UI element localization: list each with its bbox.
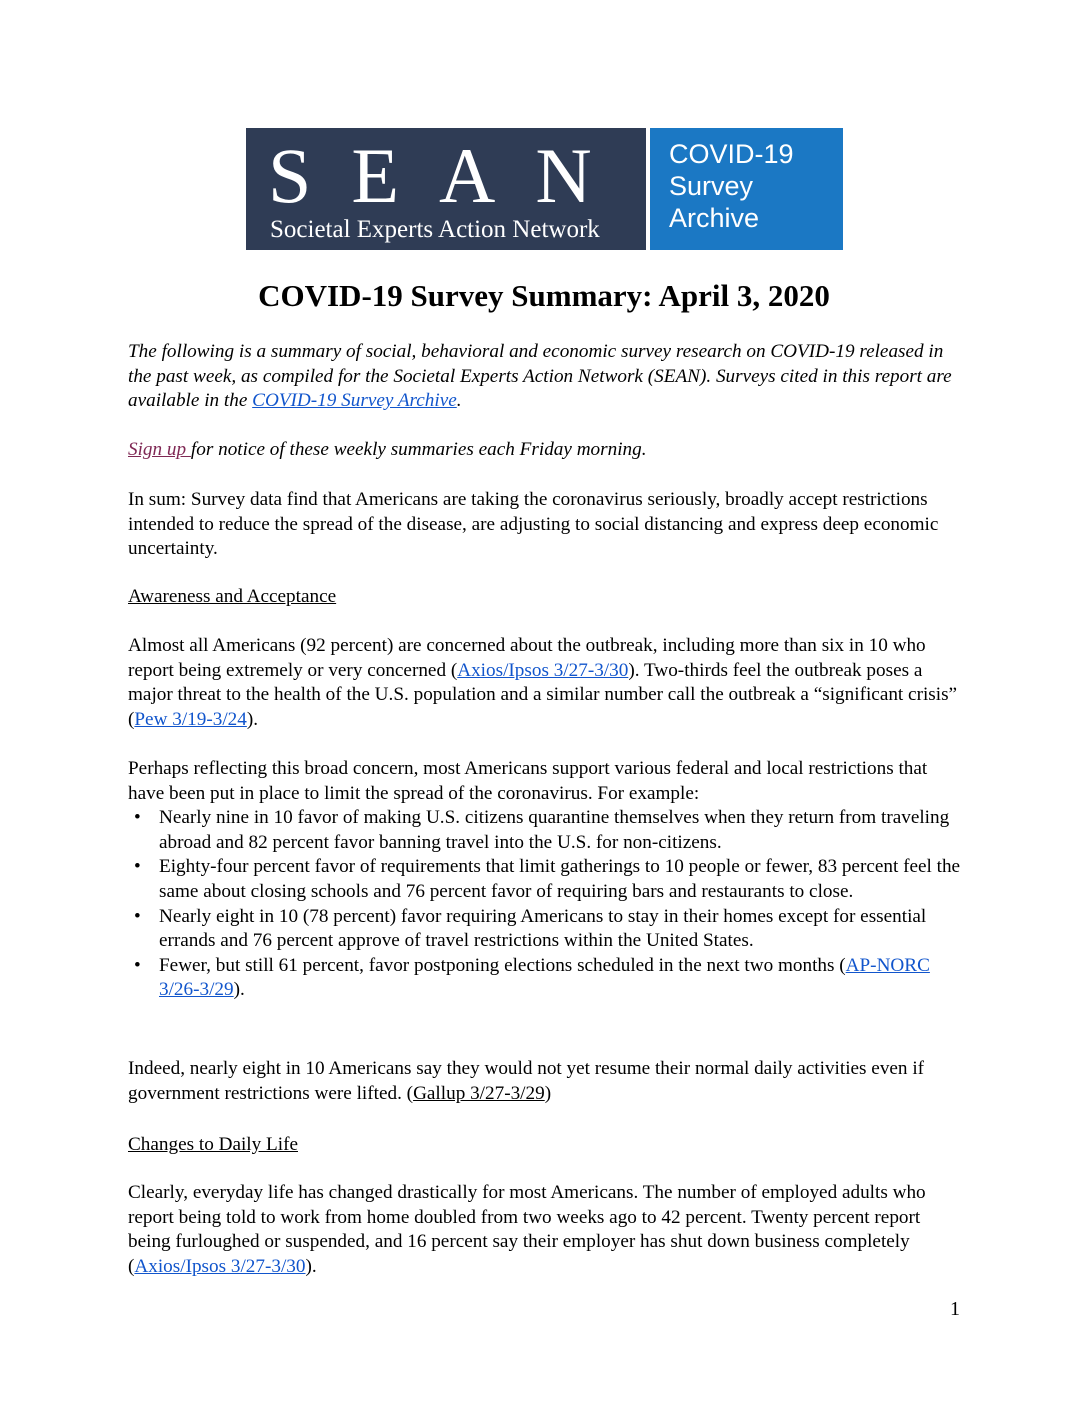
- awareness-text: Almost all Americans (92 percent) are concerned about the outbreak, including more than six in 10 who report being extremely or very concerned (: [128, 635, 926, 681]
- survey-archive-link[interactable]: COVID-19 Survey Archive: [252, 390, 457, 412]
- archive-line: Survey: [669, 171, 754, 201]
- daily-life-end: ).: [305, 1255, 317, 1277]
- list-item: • Eighty-four percent favor of requirements that limit gatherings to 10 people or fewer, 83 percent feel the same about closing schools and 76 percent favor of requiring bars and restaurants to close.: [128, 855, 962, 904]
- sign-up-link[interactable]: Sign up: [128, 439, 191, 460]
- resume-end: ): [544, 1082, 552, 1104]
- archive-line: COVID-19: [669, 139, 794, 169]
- daily-life-text: Clearly, everyday life has changed drastically for most Americans. The number of employed adults who report being told to work from home doubled from two weeks ago to 42 percent. Twenty percent report being furloughed or suspended, and 16 percent say their employer has shut down business completely (: [128, 1182, 926, 1277]
- restrictions-paragraph: Perhaps reflecting this broad concern, most Americans support various federal and local restrictions that have been put in place to limit the spread of the coronavirus. For example:: [128, 758, 928, 804]
- awareness-paragraph: [128, 634, 962, 732]
- summary-paragraph: In sum: Survey data find that Americans are taking the coronavirus seriously, broadly accept restrictions intended to reduce the spread of the disease, are adjusting to social distancing and express deep economic uncertainty.: [128, 489, 939, 560]
- axios-ipsos-link-2[interactable]: Axios/Ipsos 3/27-3/30: [134, 1255, 306, 1277]
- awareness-text: ). Two-thirds feel the outbreak poses a major threat to the health of the U.S. population and a similar number call the outbreak a “significant crisis” (: [128, 659, 958, 730]
- intro-period: .: [456, 390, 462, 412]
- list-item: • Nearly eight in 10 (78 percent) favor requiring Americans to stay in their homes except for essential errands and 76 percent approve of travel restrictions within the United States.: [128, 905, 962, 954]
- section-heading-awareness: Awareness and Acceptance: [128, 586, 337, 607]
- logo-letters: SEAN: [268, 132, 632, 219]
- page-number: 1: [950, 1298, 960, 1320]
- signup-paragraph: [128, 438, 962, 463]
- list-item-text: Fewer, but still 61 percent, favor postponing elections scheduled in the next two months (: [159, 954, 846, 976]
- logo-subtitle: Societal Experts Action Network: [270, 216, 600, 243]
- sean-banner: [246, 128, 843, 250]
- archive-badge: [650, 128, 843, 250]
- awareness-text: ).: [246, 708, 259, 730]
- pew-link[interactable]: Pew 3/19-3/24: [134, 708, 247, 730]
- intro-paragraph: [128, 340, 962, 414]
- list-item: • Nearly nine in 10 favor of making U.S. citizens quarantine themselves when they return from traveling abroad and 82 percent favor banning travel into the U.S. for non-citizens.: [128, 806, 962, 855]
- gallup-link[interactable]: Gallup 3/27-3/29: [413, 1082, 545, 1104]
- axios-ipsos-link[interactable]: Axios/Ipsos 3/27-3/30: [457, 659, 629, 681]
- page-title: COVID-19 Survey Summary: April 3, 2020: [258, 278, 830, 313]
- intro-text: The following is a summary of social, behavioral and economic survey research on COVID-19 released in the past week, as compiled for the Societal Experts Action Network (SEAN). Surveys cited in this report are available in the: [128, 341, 952, 412]
- restrictions-list: [128, 806, 962, 1003]
- daily-life-paragraph: [128, 1181, 962, 1279]
- ap-norc-link[interactable]: AP-NORC 3/26-3/29: [159, 954, 930, 1001]
- restrictions-block: [128, 757, 962, 1003]
- sean-logo: [246, 128, 646, 250]
- list-item: [128, 954, 962, 1003]
- section-heading-daily-life: Changes to Daily Life: [128, 1134, 298, 1155]
- resume-activities-paragraph: [128, 1057, 962, 1106]
- signup-text: for notice of these weekly summaries each Friday morning.: [190, 439, 647, 460]
- resume-text: Indeed, nearly eight in 10 Americans say they would not yet resume their normal daily activities even if government restrictions were lifted. (: [128, 1058, 925, 1104]
- list-item-end: ).: [233, 979, 245, 1001]
- archive-line: Archive: [669, 203, 760, 233]
